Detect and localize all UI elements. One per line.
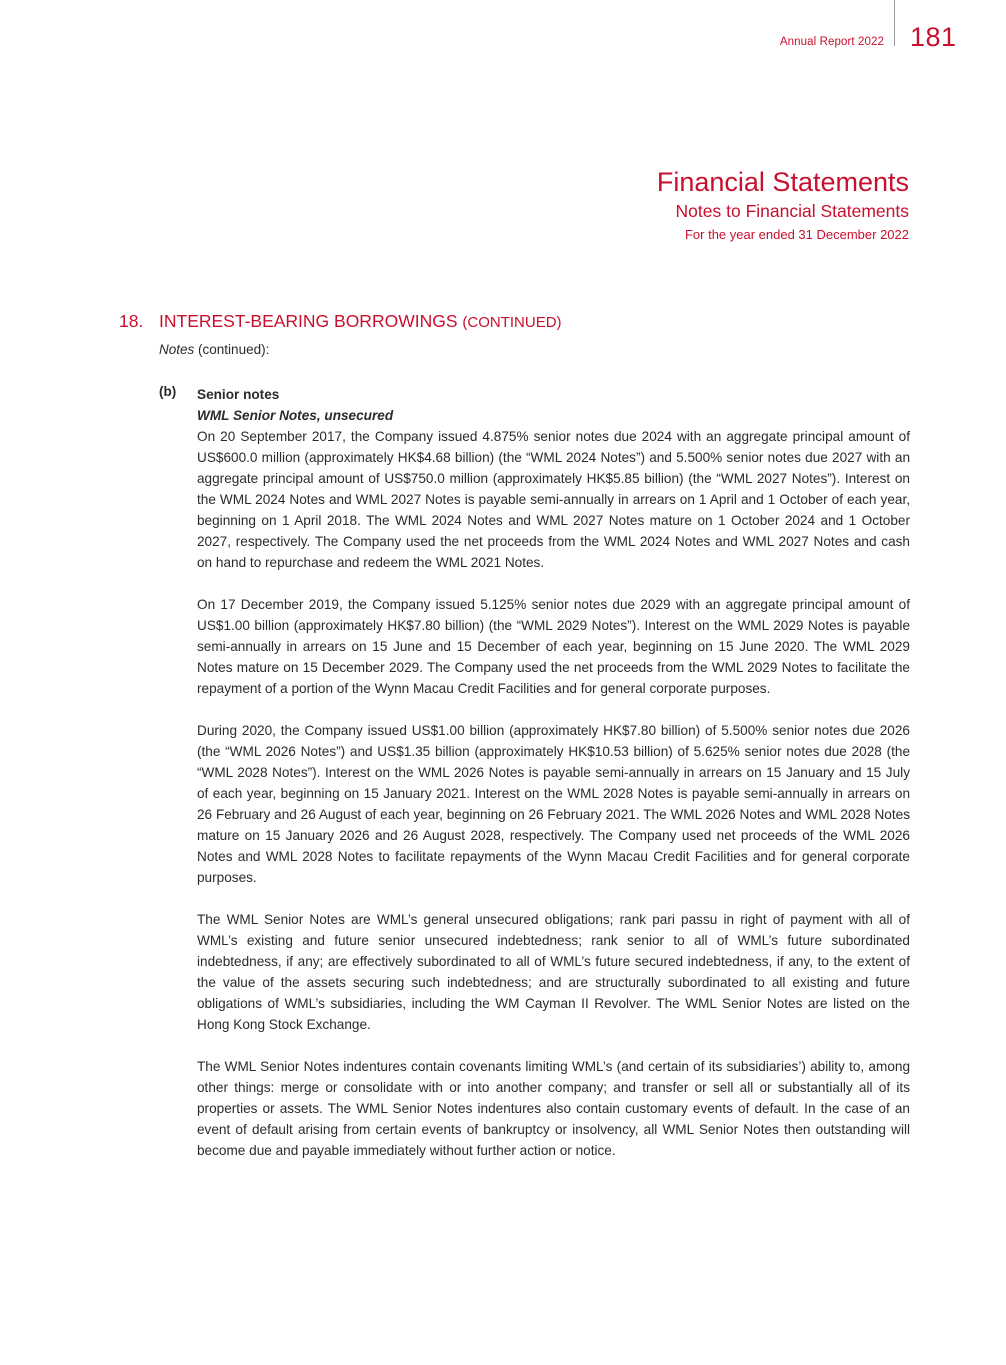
reporting-period: For the year ended 31 December 2022 — [684, 227, 909, 242]
subsection-label: (b) — [159, 384, 177, 399]
notes-continued-line — [159, 342, 269, 357]
subsection-subtitle: WML Senior Notes, unsecured — [197, 408, 394, 423]
paragraph: The WML Senior Notes indentures contain covenants limiting WML’s (and certain of its subsidiaries’) ability to, among other things: merge or consolidate with or into another company; and transfer or sell all or substantially all of its properties or assets. The WML Senior Notes indentures also contain customary events of default. In the case of an event of default arising from certain events of bankruptcy or insolvency, all WML Senior Notes then outstanding will become due and payable immediately without further action or notice. — [197, 1059, 910, 1158]
paragraph: On 17 December 2019, the Company issued 5.125% senior notes due 2029 with an aggregate principal amount of US$1.00 billion (approximately HK$7.80 billion) (the “WML 2029 Notes”). Interest on the WML 2029 Notes is payable semi-annually in arrears on 15 June and 15 December of each year, beginning on 15 June 2020. The WML 2029 Notes mature on 15 December 2029. The Company used the net proceeds from the WML 2029 Notes to facilitate the repayment of a portion of the Wynn Macau Credit Facilities and for general corporate purposes. — [197, 597, 910, 696]
section-continued-label: (CONTINUED) — [462, 314, 562, 331]
page-number: 181 — [910, 22, 957, 52]
header-divider — [894, 0, 895, 46]
subsection-content — [197, 384, 910, 1182]
section-number: 18. — [119, 311, 144, 331]
document-title-block — [657, 166, 909, 246]
notes-continued-label: (continued): — [198, 342, 270, 357]
section-heading — [119, 311, 562, 332]
report-label: Annual Report 2022 — [779, 36, 884, 48]
section-title: INTEREST-BEARING BORROWINGS — [159, 311, 458, 331]
paragraph: The WML Senior Notes are WML’s general unsecured obligations; rank pari passu in right of payment with all of WML’s existing and future senior unsecured indebtedness; rank senior to all of WML’s future subordinated indebtedness, if any; are effectively subordinated to all of WML’s future secured indebtedness, if any, to the extent of the value of the assets securing such indebtedness; and are structurally subordinated to all existing and future obligations of WML’s subsidiaries, including the WM Cayman II Revolver. The WML Senior Notes are listed on the Hong Kong Stock Exchange. — [197, 912, 910, 1032]
notes-label: Notes — [159, 342, 195, 357]
paragraph: On 20 September 2017, the Company issued 4.875% senior notes due 2024 with an aggregate principal amount of US$600.0 million (approximately HK$4.68 billion) (the “WML 2024 Notes”) and 5.500% senior notes due 2027 with an aggregate principal amount of US$750.0 million (approximately HK$5.85 billion) (the “WML 2027 Notes”). Interest on the WML 2024 Notes and WML 2027 Notes is payable semi-annually in arrears on 1 April and 1 October of each year, beginning on 1 April 2018. The WML 2024 Notes and WML 2027 Notes mature on 1 October 2024 and 1 October 2027, respectively. The Company used the net proceeds from the WML 2024 Notes and WML 2027 Notes and cash on hand to repurchase and redeem the WML 2021 Notes. — [197, 429, 910, 570]
subsection-title: Senior notes — [197, 387, 280, 402]
paragraph: During 2020, the Company issued US$1.00 billion (approximately HK$7.80 billion) of 5.500% senior notes due 2026 (the “WML 2026 Notes”) and US$1.35 billion (approximately HK$10.53 billion) of 5.625% senior notes due 2028 (the “WML 2028 Notes”). Interest on the WML 2026 Notes is payable semi-annually in arrears on 15 January and 15 July of each year, beginning on 15 January 2021. Interest on the WML 2028 Notes is payable semi-annually in arrears on 26 February and 26 August of each year, beginning on 26 February 2021. The WML 2026 Notes and WML 2028 Notes mature on 15 January 2026 and 26 August 2028, respectively. The Company used net proceeds of the WML 2026 Notes and WML 2028 Notes to facilitate repayments of the Wynn Macau Credit Facilities and for general corporate purposes. — [197, 723, 910, 885]
document-subtitle: Notes to Financial Statements — [675, 201, 909, 221]
document-title: Financial Statements — [656, 167, 909, 197]
